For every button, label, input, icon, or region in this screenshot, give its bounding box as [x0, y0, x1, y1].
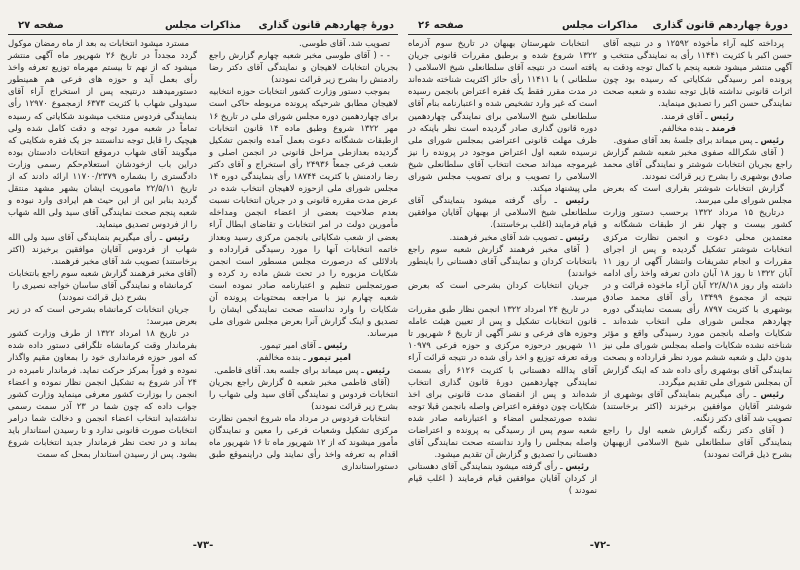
paragraph-text: مسترد میشود انتخابات به بعد از ماه رمضان موکول گردد مجدداً در تاریخ ۲۶ شهریور ماه آگهی منتشر میشود که از نهم تا بیستم مهرماه توزیع تعرفه واخذ رأی بعمل آید و حوزه های فرعی هم همینطور دستورمیدهند درنتیجه پس از استخراج آراء آقای سیدولی شهاب با کثریت ۶۳۷۳ ازمجموع ۱۲۹۷۰ رأی بنمایندگی فردوس منتخب میشوند شکایاتی که رسیده تماماً در شعبه مورد توجه و دقت کامل شده ولی هیچیک را قابل توجه ندانستند جز یک فقره شکایتی که میگویند آقای شهاب درموقع انتخابات دادستان بوده دراین باب ازخودشان استعلام‌حکم رسمی وزارت دادگستری را بشماره ۱۱۷۰۰/۲۳۷۹ ارائه دادند که از تاریخ ۲۲/۵/۱۱ ماموریت ایشان بشهر مشهد منتقل گردید بنابر این از این حیث هم ایرادی وارد نبوده و شعبه پنجم صحت نمایندگی آقای سید ولی الله شهاب را از فردوس تصدیق مینماید. — [8, 39, 197, 231]
paragraph-text: تصویب شد آقای مخبر فرهمند. — [449, 232, 558, 243]
speaker-name: رئیس — [760, 135, 784, 146]
paragraph-text: رأی گرفته میشود بنمایندگی آقای سلطانعلی شیخ الاسلامی از بهبهان آقایان موافقین قیام فرمایند (اغلب برخاستند). — [408, 196, 597, 231]
paragraph — [8, 304, 197, 328]
speaker-paragraph: رئیس ـ پس میماند برای جلسهٔ بعد آقای صفوی. — [613, 135, 784, 146]
paragraph-text: پرداخته کلیه آراء مأخوذه ۱۲۵۹۲ و در نتیجه آقای حسن اکبر با کثریت ۱۱۴۴۱ رأی به نمایندگی منتخب و آگهی منتشر میشود شعبه پنجم با کمال توجه ودقت به پرونده امر رسیدگی شکایاتی که رسیده بود چون اثرات قانونی نداشته قابل توجه نشده و شعبه صحت نمایندگی حسن اکبر را تصدیق مینماید. — [603, 39, 792, 110]
paragraph-text: (آقای فاطمی مخبر شعبه ۵ گزارش راجع بجریان انتخابات فردوس و نمایندگی آقای سید ولی شهاب را بشرح زیر قرائت نمودند) — [209, 377, 398, 412]
speaker-paragraph: رئیس ـ تصویب شد آقای مخبر فرهمند. — [449, 232, 589, 243]
speaker-paragraph: رئیس ـ رأی گرفته میشود بنمایندگی آقای سلطانعلی شیخ الاسلامی از بهبهان آقایان موافقین قیام فرمایند (اغلب برخاستند). — [408, 196, 597, 231]
header-subtitle: مذاکرات مجلس — [164, 20, 242, 31]
paragraph — [603, 183, 792, 207]
header-subtitle: مذاکرات مجلس — [561, 20, 639, 31]
paragraph-text: رأی گرفته میشود بنمایندگی آقای دهستانی از کردان آقایان موافقین قیام فرمایند ( اغلب قیام نمودند ) — [408, 462, 597, 497]
speaker-name: رئیس — [565, 196, 589, 207]
speaker-paragraph: رئیس ـ رأی گرفته میشود بنمایندگی آقای دهستانی از کردان آقایان موافقین قیام فرمایند ( اغلب قیام نمودند ) — [408, 462, 597, 497]
paragraph-text: ( آقای دکتر زنگنه گزارش شعبه اول را راجع بنمایندگی آقای سلطانعلی شیخ الاسلامی ازبهبهان بشرح ذیل قرائت نمودند) — [603, 426, 792, 461]
speaker-paragraph: رئیس ـ رأی میگیریم بنمایندگی آقای بوشهری از شوشتر آقایان موافقین برخیزند (اکثر برخاستند) تصویب شد آقای دکتر زنگنه. — [603, 389, 792, 424]
paragraph-text: بنده مخالفم. — [256, 353, 301, 364]
paragraph-text: بموجب دستور وزارت کشور انتخابات حوزه انتخابیه لاهیجان مطابق شرحیکه پرونده مربوطه حاکی است برای چهاردهمین دوره مجلس شورای ملی در تاریخ ۱۶ مهر ۱۳۲۲ شروع وطبق ماده ۱۴ قانون انتخابات ازطبقات ششگانه دعوت بعمل آمده وانجمن تشکیل گردیده بعدازطی مراحل قانونی در انجمن اصلی و شعب فرعی جمعاً ۲۴۹۳۶ رأی استخراج و آقای دکتر رضا رادمنش با کثریت ۱۸۷۴۴ رأی بنمایندگی دوره ۱۴ مجلس شورای ملی ازحوزه لاهیجان انتخاب شده در عرض مدت مقرره قانونی و در جریان انتخابات نسبت بعدم صلاحیت بعضی از اعضاء انجمن ومداخله مأمورین دولت در امر انتخابات و تقاضای ابطال آراء بعضی از شعب شکایاتی بانجمن مرکزی رسید وبعداز خاتمه انتخابات آنها را مورد رسیدگی قرارداده و بادلائلی که درصورت مجلس مسطور است انجمن شکایات مزبوره را در تحت شش ماده رد کرده و صورتمجلس تنظیم و اعتبارنامه صادر نموده است شعبه چهارم نیز با مراجعه بمحتویات پرونده آن شکایات را وارد ندانسته صحت نمایندگی ایشان را تصدیق و اینک گزارش آنرا بعرض مجلس شورای ملی میرساند. — [209, 87, 399, 340]
paragraph-text: رأی میگیریم بنمایندگی آقای سید ولی الله شهاب از فردوس آقایان موافقین برخیزند (اکثر برخاستند) تصویب شد آقای مخبر فرهمند. — [8, 232, 197, 267]
paragraph-text: (آقای مخبر فرهمند گزارش شعبه سوم راجع بانتخابات کرمانشاه و نمایندگی آقای ساسان خواجه نصیری را بشرح ذیل قرائت نمودند) — [8, 268, 197, 303]
paragraph — [8, 38, 197, 232]
speaker-name: رئیس — [366, 365, 390, 376]
paragraph-text: آقای امیر تیمور. — [259, 341, 316, 352]
speaker-paragraph: رئیس ـ رأی میگیریم بنمایندگی آقای سید ولی الله شهاب از فردوس آقایان موافقین برخیزند (اکثر برخاستند) تصویب شد آقای مخبر فرهمند. — [8, 232, 197, 267]
paragraph-text: پس میماند برای جلسهٔ بعد آقای صفوی. — [613, 135, 753, 146]
page-header — [408, 20, 792, 35]
paragraph-text: درتاریخ ۱۵ مرداد ۱۳۲۲ برحسب دستور وزارت کشور بیست و چهار نفر از طبقات ششگانه و معتمدین محلی دعوت و انجمن نظارت مرکزی انتخابات شوشتر تشکیل گردیده و پس از اجرای مقررات و انجام تشریفات وانتشار آگهی از روز ۱۱ آبان ۱۳۲۲ تا روز ۱۸ آبان دادن تعرفه واخذ رأی ادامه داشته واز روز ۲۲/۸/۱۸ آبان آراء ماخوذه قرائت و در نتیجه از مجموع ۱۳۴۹۹ رأی آقای محمد صادق بوشهری با کثریت ۸۷۹۷ رأی بسمت نمایندگی دوره چهاردهم مجلس شورای ملی انتخاب شده‌اند ـ شکایات واصله بانجمن مورد رسیدگی واقع و مؤثر شناخته نشده شکایات واصله بمجلس شورای ملی نیز بدون دلیل و شعبه ششم مورد نظر قرارداده و بصحت نمایندگی آقای بوشهری رأی داده شد که اینک گزارش آن بمجلس شورای ملی تقدیم میگردد. — [603, 208, 792, 388]
text-column-left — [408, 38, 597, 498]
paragraph — [209, 413, 398, 473]
speaker-name: رئیس — [710, 111, 734, 122]
paragraph-text: تصویب شد. آقای طوسی. — [299, 39, 390, 49]
paragraph — [209, 50, 398, 86]
paragraph-text: - - ( آقای طوسی مخبر شعبه چهارم گزارش راجع بجریان انتخابات لاهیجان و نمایندگی آقای دکتر رضا رادمنش را بشرح زیر قرائت نمودند) — [209, 51, 398, 86]
paragraph-text: ( آقای شکرالله صفوی مخبر شعبه ششم گزارش راجع بجریان انتخابات شوشتر و نمایندگی آقای محمد صادق بوشهری را بشرح زیر قرائت نمودند. — [603, 147, 792, 183]
header-page-label: صفحه ۲۶ — [418, 20, 464, 31]
speaker-paragraph: امیر تیمور ـ بنده مخالفم. — [256, 353, 351, 364]
paragraph — [209, 86, 398, 340]
speaker-name: رئیس — [760, 389, 784, 400]
paragraph — [408, 304, 597, 461]
paragraph — [603, 147, 792, 183]
paragraph-text: ( آقای مخبر فرهمند گزارش شعبه سوم راجع بانتخابات کردان و نمایندگی آقای دهستانی را باینطور خواندند) — [408, 244, 597, 279]
header-title: دورهٔ چهاردهم قانون گذاری — [258, 20, 394, 31]
paragraph — [408, 38, 597, 195]
header-page-label: صفحه ۲۷ — [18, 20, 64, 31]
paragraph-text: رأی میگیریم بنمایندگی آقای بوشهری از شوشتر آقایان موافقین برخیزند (اکثر برخاستند) تصویب شد آقای دکتر زنگنه. — [603, 389, 792, 424]
page-number: -۷۳- — [192, 540, 214, 551]
paragraph — [408, 244, 597, 280]
paragraph-text: پس میماند برای جلسه بعد. آقای فاطمی. — [213, 365, 359, 376]
paragraph — [8, 328, 197, 461]
left-page — [8, 0, 398, 560]
text-column-right — [603, 38, 792, 461]
speaker-paragraph: رئیس ـ پس میماند برای جلسه بعد. آقای فاطمی. — [213, 365, 390, 376]
speaker-name: رئیس — [565, 462, 589, 473]
paragraph — [8, 268, 197, 304]
page-header — [8, 20, 398, 35]
paragraph — [603, 38, 792, 111]
paragraph — [408, 280, 597, 304]
paragraph-text: گزارش انتخابات شوشتر بقراری است که بعرض مجلس شورای ملی میرسد. — [603, 184, 792, 207]
page-number: -۷۲- — [589, 540, 611, 551]
speaker-name: رئیس — [165, 232, 189, 243]
speaker-paragraph: فرمند ـ بنده مخالفم. — [659, 123, 736, 134]
speaker-name: رئیس — [323, 341, 348, 352]
speaker-name: فرمند — [711, 123, 736, 134]
speaker-name: امیر تیمور — [308, 353, 351, 364]
paragraph-text: انتخابات شهرستان بهبهان در تاریخ سوم آذرماه ۱۳۲۲ شروع شده و برطبق مقررات قانونی جریان یافته است در نتیجه آقای سلطانعلی شیخ الاسلامی ( سلطانی ) با ۱۱۴۱۱ رأی حائز اکثریت شناخته شده‌اند در مدت مقرر فقط یک فقره اعتراض بانجمن رسیده است که غیر وارد تشخیص شده و اعتبارنامه بنام آقای سلطانعلی شیخ الاسلامی برای نمایندگی چهاردهمین دوره قانون گذاری صادر گردیده است نظر باینکه در ظرف مهلت قانونی اعتراضی بمجلس شورای ملی نرسیده شعبه اول اعتراض موجود در پرونده را نیز غیرموجه میداند صحت انتخاب آقای سلطانعلی شیخ الاسلامی را تصویب و برای تصویب مجلس شورای ملی پیشنهاد میکند. — [408, 39, 598, 195]
paragraph-text: آقای فرمند. — [661, 111, 703, 122]
paragraph — [603, 207, 792, 388]
speaker-name: رئیس — [565, 232, 589, 243]
paragraph-text: در تاریخ ۲۴ امرداد ۱۳۲۲ انجمن نظار طبق مقررات قانون انتخابات تشکیل و پس از تعیین هیئت عامله وحوزه های فرعی و نشر آگهی از تاریخ ۶ شهریور تا ۱۱ شهریور درحوزه مرکزی و حوزه فرعی ۱۰۹۷۹ ورقه تعرفه توزیع و اخذ رأی شده در نتیجه قرائت آراء آقای یدالله دهستانی با کثریت ۶۱۲۶ رأی بسمت نمایندگی چهاردهمین دورهٔ قانون گذاری انتخاب شده‌اند و پس از انقضای مدت قانونی برای اخذ شکایات چون دوفقره اعتراض واصله بانجمن قبلا توجه نشده صورتمجلس امضاء و اعتبارنامه صادر شده شعبه سوم پس از رسیدگی به پرونده و اعتراضات واصله بمجلس را وارد ندانسته صحت نمایندگی آقای دهستانی را تصدیق و گزارش آن تقدیم میشود. — [408, 305, 597, 461]
paragraph — [603, 425, 792, 461]
paragraph-text: جریان انتخابات کردان بشرحی است که بعرض میرسد. — [408, 280, 597, 303]
right-page — [408, 0, 792, 560]
paragraph-text: بنده مخالفم. — [659, 123, 704, 134]
paragraph — [209, 377, 398, 413]
text-column-right — [209, 38, 398, 473]
paragraph — [209, 38, 398, 50]
speaker-paragraph: رئیس ـ آقای امیر تیمور. — [259, 341, 348, 352]
speaker-paragraph: رئیس ـ آقای فرمند. — [661, 111, 734, 122]
text-column-left — [8, 38, 197, 461]
paragraph-text: انتخابات فردوس در مرداد ماه شروع انجمن نظارت مرکزی تشکیل وشعبات فرعی را معین و نمایندگان مأمور میشوند که از ۱۲ شهریور ماه تا ۱۶ شهریور ماه اقدام به تعرفه واخذ رأی نمایند ولی دراینموقع طبق دستوراستانداری — [209, 413, 398, 473]
paragraph-text: جریان انتخابات کرمانشاه بشرحی است که در زیر بعرض میرسد: — [8, 305, 197, 328]
header-title: دورهٔ چهاردهم قانون گذاری — [652, 20, 788, 31]
paragraph-text: در تاریخ ۱۸ امرداد ۱۳۲۲ از طرف وزارت کشور بفرماندار وقت کرمانشاه تلگرافی دستور داده شده که امور حوزه فرمانداری خود را بمعاون مقیم واگذار نموده و فوراً بمرکز حرکت نماید. فرماندار نامبرده در ۲۴ آذر شروع به تشکیل انجمن نظار نموده و اعضاء انجمن را بوزارت کشور معرفی مینماید وزارت کشور جواب داده که چون شما در ۲۳ آذر سمت رسمی نداشته‌اید انتخاب اعضاء انجمن و دخالت شما درامر انتخابات صورت قانونی ندارد و تا رسیدن استاندار باید بماند و در تحت نظر فرماندار جدید انتخابات شروع بشود. پس از رسیدن استاندار بمحل که سمت — [8, 329, 197, 461]
